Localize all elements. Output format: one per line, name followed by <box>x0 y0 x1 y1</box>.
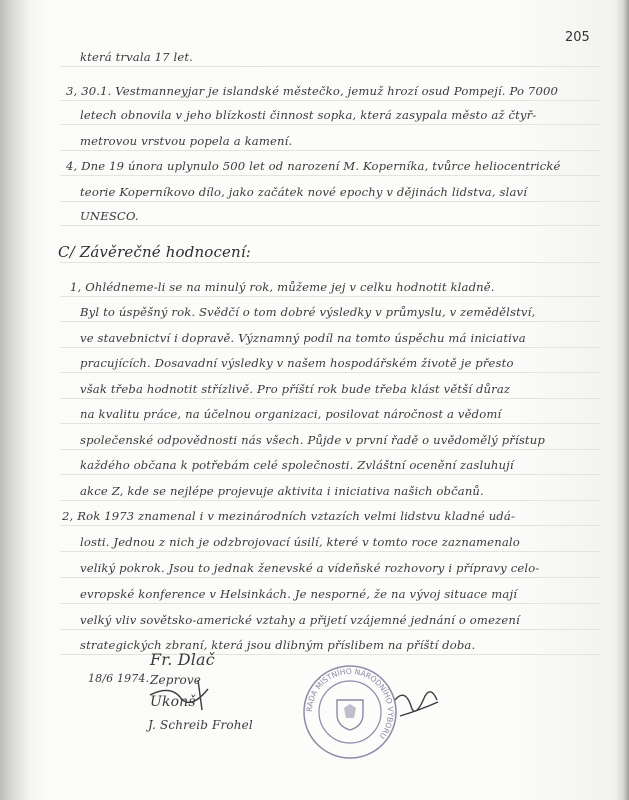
text-line: evropské konference v Helsinkách. Je nesporné, že na vývoj situace mají <box>80 587 518 601</box>
text-line: metrovou vrstvou popela a kamení. <box>80 134 293 148</box>
official-stamp <box>300 662 400 762</box>
text-line: však třeba hodnotit střízlivě. Pro příští rok bude třeba klást větší důraz <box>80 382 511 396</box>
text-line: teorie Koperníkovo dílo, jako začátek nové epochy v dějinách lidstva, slaví <box>80 185 528 199</box>
stamp-ring-text: RADA MÍSTNÍHO NÁRODNÍHO VÝBORU <box>304 666 396 741</box>
text-line: velký vliv sovětsko-americké vztahy a přijetí vzájemné jednání o omezení <box>80 613 520 627</box>
text-line: ve stavebnictví i dopravě. Významný podíl na tomto úspěchu má iniciativa <box>80 331 526 345</box>
signature: Zeprove <box>150 673 202 687</box>
text-line: veliký pokrok. Jsou to jednak ženevské a vídeňské rozhovory i přípravy celo- <box>80 561 540 575</box>
text-line: 1, Ohlédneme-li se na minulý rok, můžeme jej v celku hodnotit kladně. <box>70 280 495 294</box>
state-emblem-icon <box>337 700 363 730</box>
text-line: každého občana k potřebám celé společnosti. Zvláštní ocenění zasluhují <box>80 458 514 472</box>
signature: Ukonš <box>150 694 196 710</box>
text-line: 2, Rok 1973 znamenal i v mezinárodních vztazích velmi lidstvu kladné udá- <box>62 509 516 523</box>
text-line: 3, 30.1. Vestmanneyjar je islandské městečko, jemuž hrozí osud Pompejí. Po 7000 <box>66 84 559 98</box>
page-number: 205 <box>565 30 590 45</box>
text-line: Byl to úspěšný rok. Svědčí o tom dobré výsledky v průmyslu, v zemědělství, <box>80 305 536 319</box>
signature: Fr. Dlač <box>150 650 215 669</box>
signature: J. Schreib Frohel <box>148 718 253 732</box>
text-line: losti. Jednou z nich je odzbrojovací úsilí, které v tomto roce zaznamenalo <box>80 535 520 549</box>
signature-date: 18/6 1974. <box>88 672 150 685</box>
text-line: pracujících. Dosavadní výsledky v našem hospodářském životě je přesto <box>80 356 514 370</box>
section-heading: C/ Závěrečné hodnocení: <box>58 243 251 261</box>
text-line: UNESCO. <box>80 209 139 223</box>
text-line: letech obnovila v jeho blízkosti činnost sopka, která zasypala město až čtyř- <box>80 108 537 122</box>
text-line: na kvalitu práce, na účelnou organizaci, posilovat náročnost a vědomí <box>80 407 502 421</box>
text-line: která trvala 17 let. <box>80 50 194 64</box>
text-line: strategických zbraní, která jsou dlibným příslibem na příští doba. <box>80 638 476 652</box>
text-line: 4, Dne 19 února uplynulo 500 let od narození M. Koperníka, tvůrce heliocentrické <box>66 159 561 173</box>
text-line: akce Z, kde se nejlépe projevuje aktivita i iniciativa našich občanů. <box>80 484 484 498</box>
text-line: společenské odpovědnosti nás všech. Půjde v první řadě o uvědomělý přístup <box>80 433 545 447</box>
